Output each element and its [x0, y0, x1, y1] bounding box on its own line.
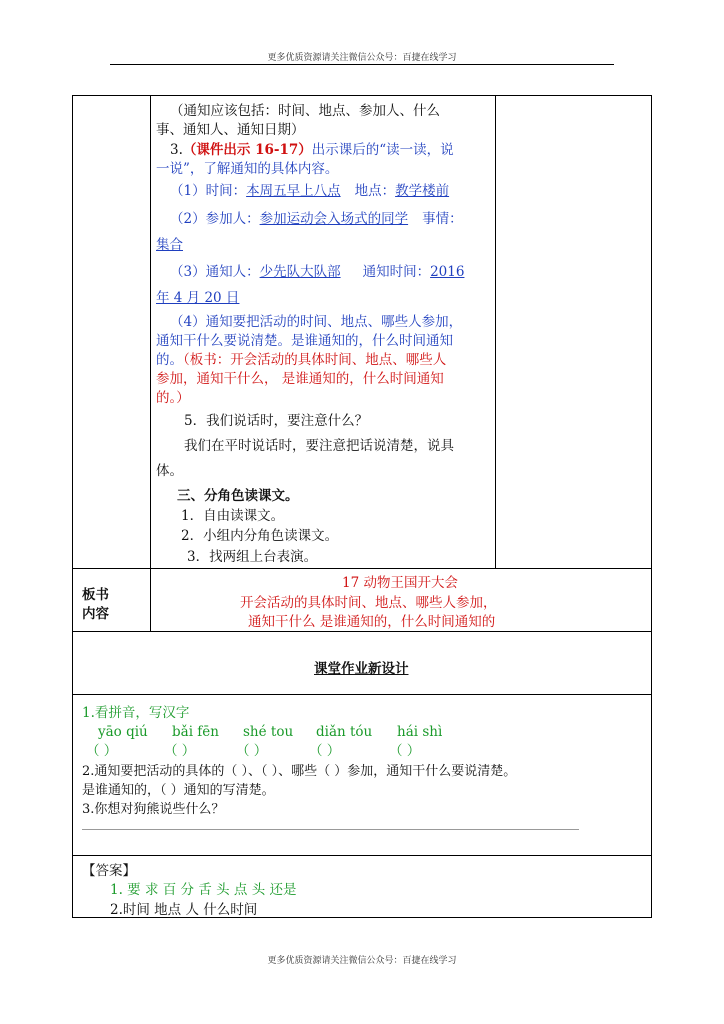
blank-5: （ ）	[389, 743, 421, 759]
row-divider-answers	[72, 855, 652, 856]
time-value: 本周五早上八点	[246, 183, 341, 199]
lesson-step5-answer-line2: 体。	[156, 463, 183, 479]
step4-tail: 的。	[156, 352, 183, 368]
blank-4: （ ）	[309, 743, 341, 759]
homework-q2-line2: 是谁通知的，（ ）通知的写清楚。	[82, 783, 275, 798]
place-label: 地点：	[354, 183, 396, 199]
lesson-step4-line5: 的。）	[156, 390, 190, 406]
section-three-item3: 3．找两组上台表演。	[187, 549, 318, 565]
board-line3: 通知干什么 是谁通知的，什么时间通知的	[248, 614, 496, 630]
lesson-note-line2: 事、通知人、通知日期）	[156, 122, 305, 138]
time-label: （1）时间：	[170, 183, 247, 199]
answer-1: 1. 要 求 百 分 舌 头 点 头 还是	[110, 882, 297, 898]
answer-2: 2.时间 地点 人 什么时间	[110, 902, 258, 918]
section-three-item2: 2．小组内分角色读课文。	[181, 528, 339, 544]
blank-3: （ ）	[236, 743, 268, 759]
place-value: 教学楼前	[395, 183, 450, 199]
pinyin-2: bǎi fēn	[172, 724, 219, 740]
page-footer: 更多优质资源请关注微信公众号：百捷在线学习	[267, 956, 457, 966]
homework-title: 课堂作业新设计	[314, 661, 409, 677]
board-note-start: （板书：开会活动的具体时间、地点、哪些人	[183, 352, 447, 368]
what-label: 事情：	[422, 211, 463, 227]
step3-courseware: （课件出示 16-17）	[182, 142, 312, 158]
ntime-label: 通知时间：	[362, 264, 431, 280]
lesson-step3-line2: 一说”，了解通知的具体内容。	[156, 161, 339, 177]
lesson-step4-line3	[156, 351, 446, 369]
homework-q3: 3.你想对狗熊说些什么？	[82, 802, 225, 817]
col-divider-left	[150, 95, 151, 631]
section-three-item1: 1．自由读课文。	[181, 508, 285, 524]
lesson-note-line1: （通知应该包括：时间、地点、参加人、什么	[170, 103, 440, 119]
lesson-step4-line4: 参加，通知干什么， 是谁通知的，什么时间通知	[156, 371, 444, 387]
pinyin-1: yāo qiú	[98, 724, 148, 740]
row-divider-board	[72, 568, 652, 569]
notifier-value: 少先队大队部	[259, 264, 341, 280]
blank-1: （ ）	[86, 743, 118, 759]
col-divider-right	[495, 95, 496, 568]
board-title: 17 动物王国开大会	[342, 575, 458, 591]
section-three-heading: 三、分角色读课文。	[177, 488, 299, 504]
answers-title: 【答案】	[82, 863, 136, 879]
lesson-step4-line2: 通知干什么要说清楚。是谁通知的，什么时间通知	[156, 333, 453, 349]
header-rule	[110, 64, 614, 65]
ntime-value-a: 2016	[430, 264, 465, 280]
pinyin-5: hái shì	[397, 724, 443, 740]
lesson-step5-answer-line1: 我们在平时说话时，要注意把话说清楚，说具	[184, 438, 454, 454]
board-line2: 开会活动的具体时间、地点、哪些人参加，	[240, 595, 497, 611]
who-value: 参加运动会入场式的同学	[259, 211, 409, 227]
pinyin-3: shé tou	[243, 724, 294, 740]
board-label-line2: 内容	[82, 606, 109, 622]
who-label: （2）参加人：	[170, 211, 260, 227]
lesson-step4-line1: （4）通知要把活动的时间、地点、哪些人参加，	[170, 314, 463, 330]
lesson-step5: 5．我们说话时，要注意什么？	[184, 413, 369, 429]
notice-notifier-line	[170, 263, 464, 281]
board-label-line1: 板书	[82, 587, 109, 603]
step3-number: 3.	[170, 142, 183, 158]
lesson-step3-line1	[170, 141, 454, 159]
notifier-label: （3）通知人：	[170, 264, 260, 280]
answer-line	[82, 829, 579, 830]
step3-text: 出示课后的“读一读，说	[311, 142, 454, 158]
pinyin-4: diǎn tóu	[316, 724, 373, 740]
row-divider-title	[72, 694, 652, 695]
homework-q2-line1: 2.通知要把活动的具体的（ ）、（ ）、哪些（ ）参加，通知干什么要说清楚。	[82, 764, 517, 779]
what-value: 集合	[156, 237, 183, 253]
notice-participants-line	[170, 210, 463, 228]
blank-2: （ ）	[164, 743, 196, 759]
homework-q1: 1.看拼音，写汉字	[82, 705, 190, 721]
page-header: 更多优质资源请关注微信公众号：百捷在线学习	[267, 53, 457, 63]
notice-time-line	[170, 182, 449, 200]
row-divider-homework	[72, 631, 652, 632]
ntime-value-b: 年 4 月 20 日	[156, 290, 240, 306]
